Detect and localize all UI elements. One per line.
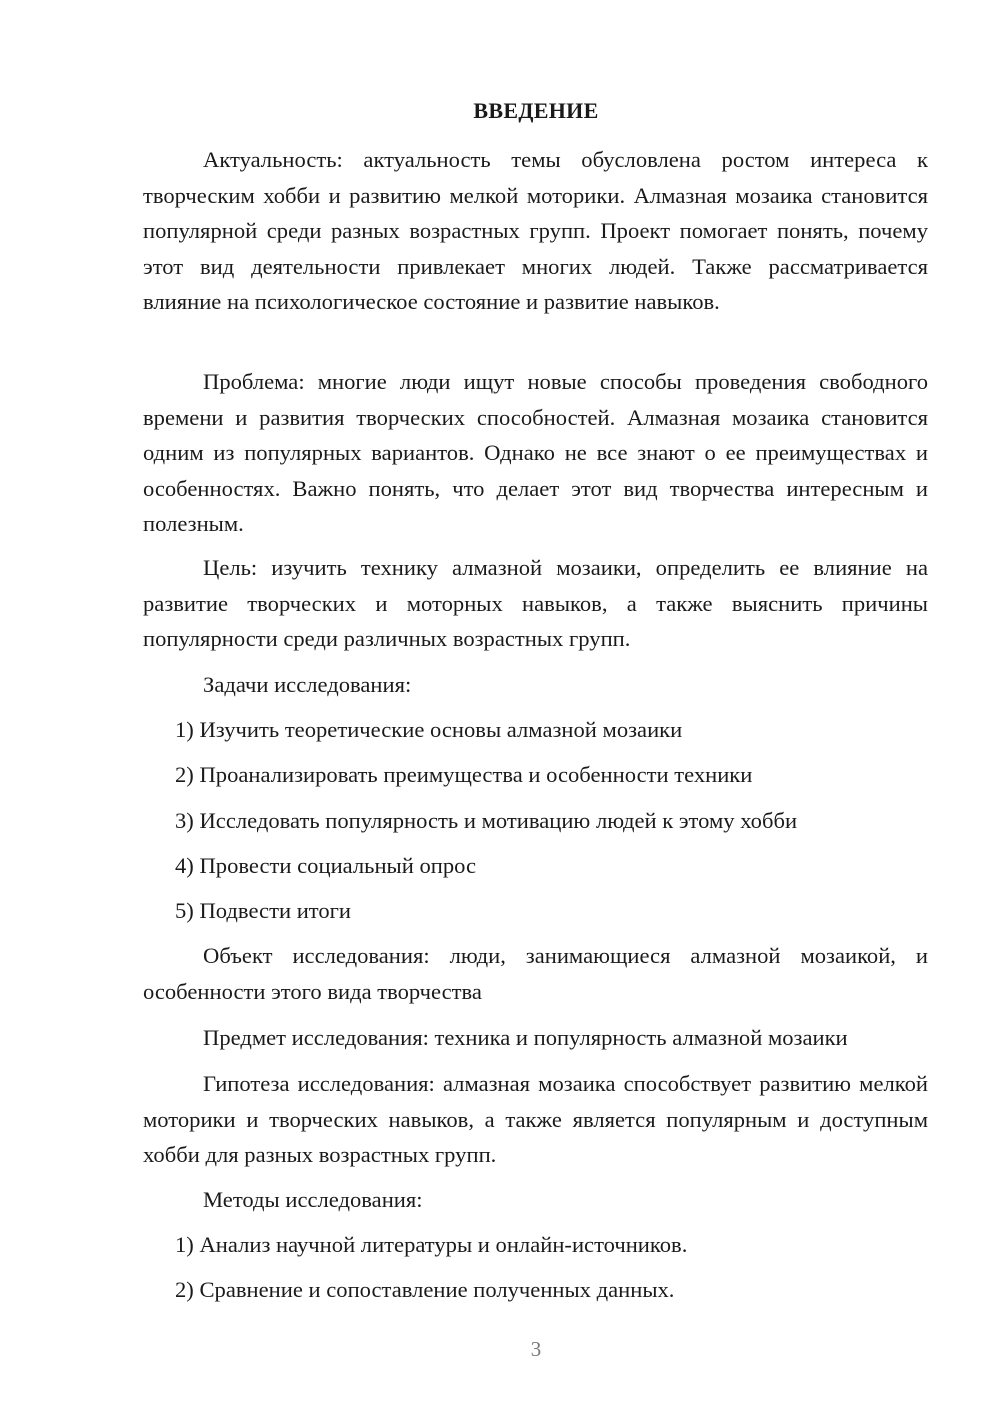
method-item: 1) Анализ научной литературы и онлайн-источников.	[175, 1232, 688, 1257]
method-item: 2) Сравнение и сопоставление полученных данных.	[175, 1277, 675, 1302]
page-number: 3	[530, 1337, 542, 1361]
object-paragraph: Объект исследования: люди, занимающиеся алмазной мозаикой, и особенности этого вида творчества	[143, 943, 928, 1004]
hypothesis-paragraph: Гипотеза исследования: алмазная мозаика способствует развитию мелкой моторики и творческих навыков, а также является популярным и доступным хобби для разных возрастных групп.	[143, 1071, 928, 1167]
task-item: 4) Провести социальный опрос	[175, 853, 477, 878]
page-title: ВВЕДЕНИЕ	[473, 98, 599, 123]
task-item: 3) Исследовать популярность и мотивацию людей к этому хобби	[175, 808, 798, 833]
methods-heading: Методы исследования:	[203, 1187, 423, 1212]
relevance-paragraph: Актуальность: актуальность темы обусловлена ростом интереса к творческим хобби и развитию мелкой моторики. Алмазная мозаика становится популярной среди разных возрастных групп. Проект помогает понять, почему этот вид деятельности привлекает многих людей. Также рассматривается влияние на психологическое состояние и развитие навыков.	[143, 147, 928, 314]
subject-paragraph: Предмет исследования: техника и популярность алмазной мозаики	[203, 1025, 848, 1050]
tasks-heading: Задачи исследования:	[203, 672, 412, 697]
problem-paragraph: Проблема: многие люди ищут новые способы проведения свободного времени и развития творческих способностей. Алмазная мозаика становится одним из популярных вариантов. Однако не все знают о ее преимуществах и особенностях. Важно понять, что делает этот вид творчества интересным и полезным.	[143, 369, 928, 536]
task-item: 1) Изучить теоретические основы алмазной мозаики	[175, 717, 683, 742]
task-item: 5) Подвести итоги	[175, 898, 352, 923]
goal-paragraph: Цель: изучить технику алмазной мозаики, определить ее влияние на развитие творческих и моторных навыков, а также выяснить причины популярности среди различных возрастных групп.	[143, 555, 928, 651]
task-item: 2) Проанализировать преимущества и особенности техники	[175, 762, 753, 787]
